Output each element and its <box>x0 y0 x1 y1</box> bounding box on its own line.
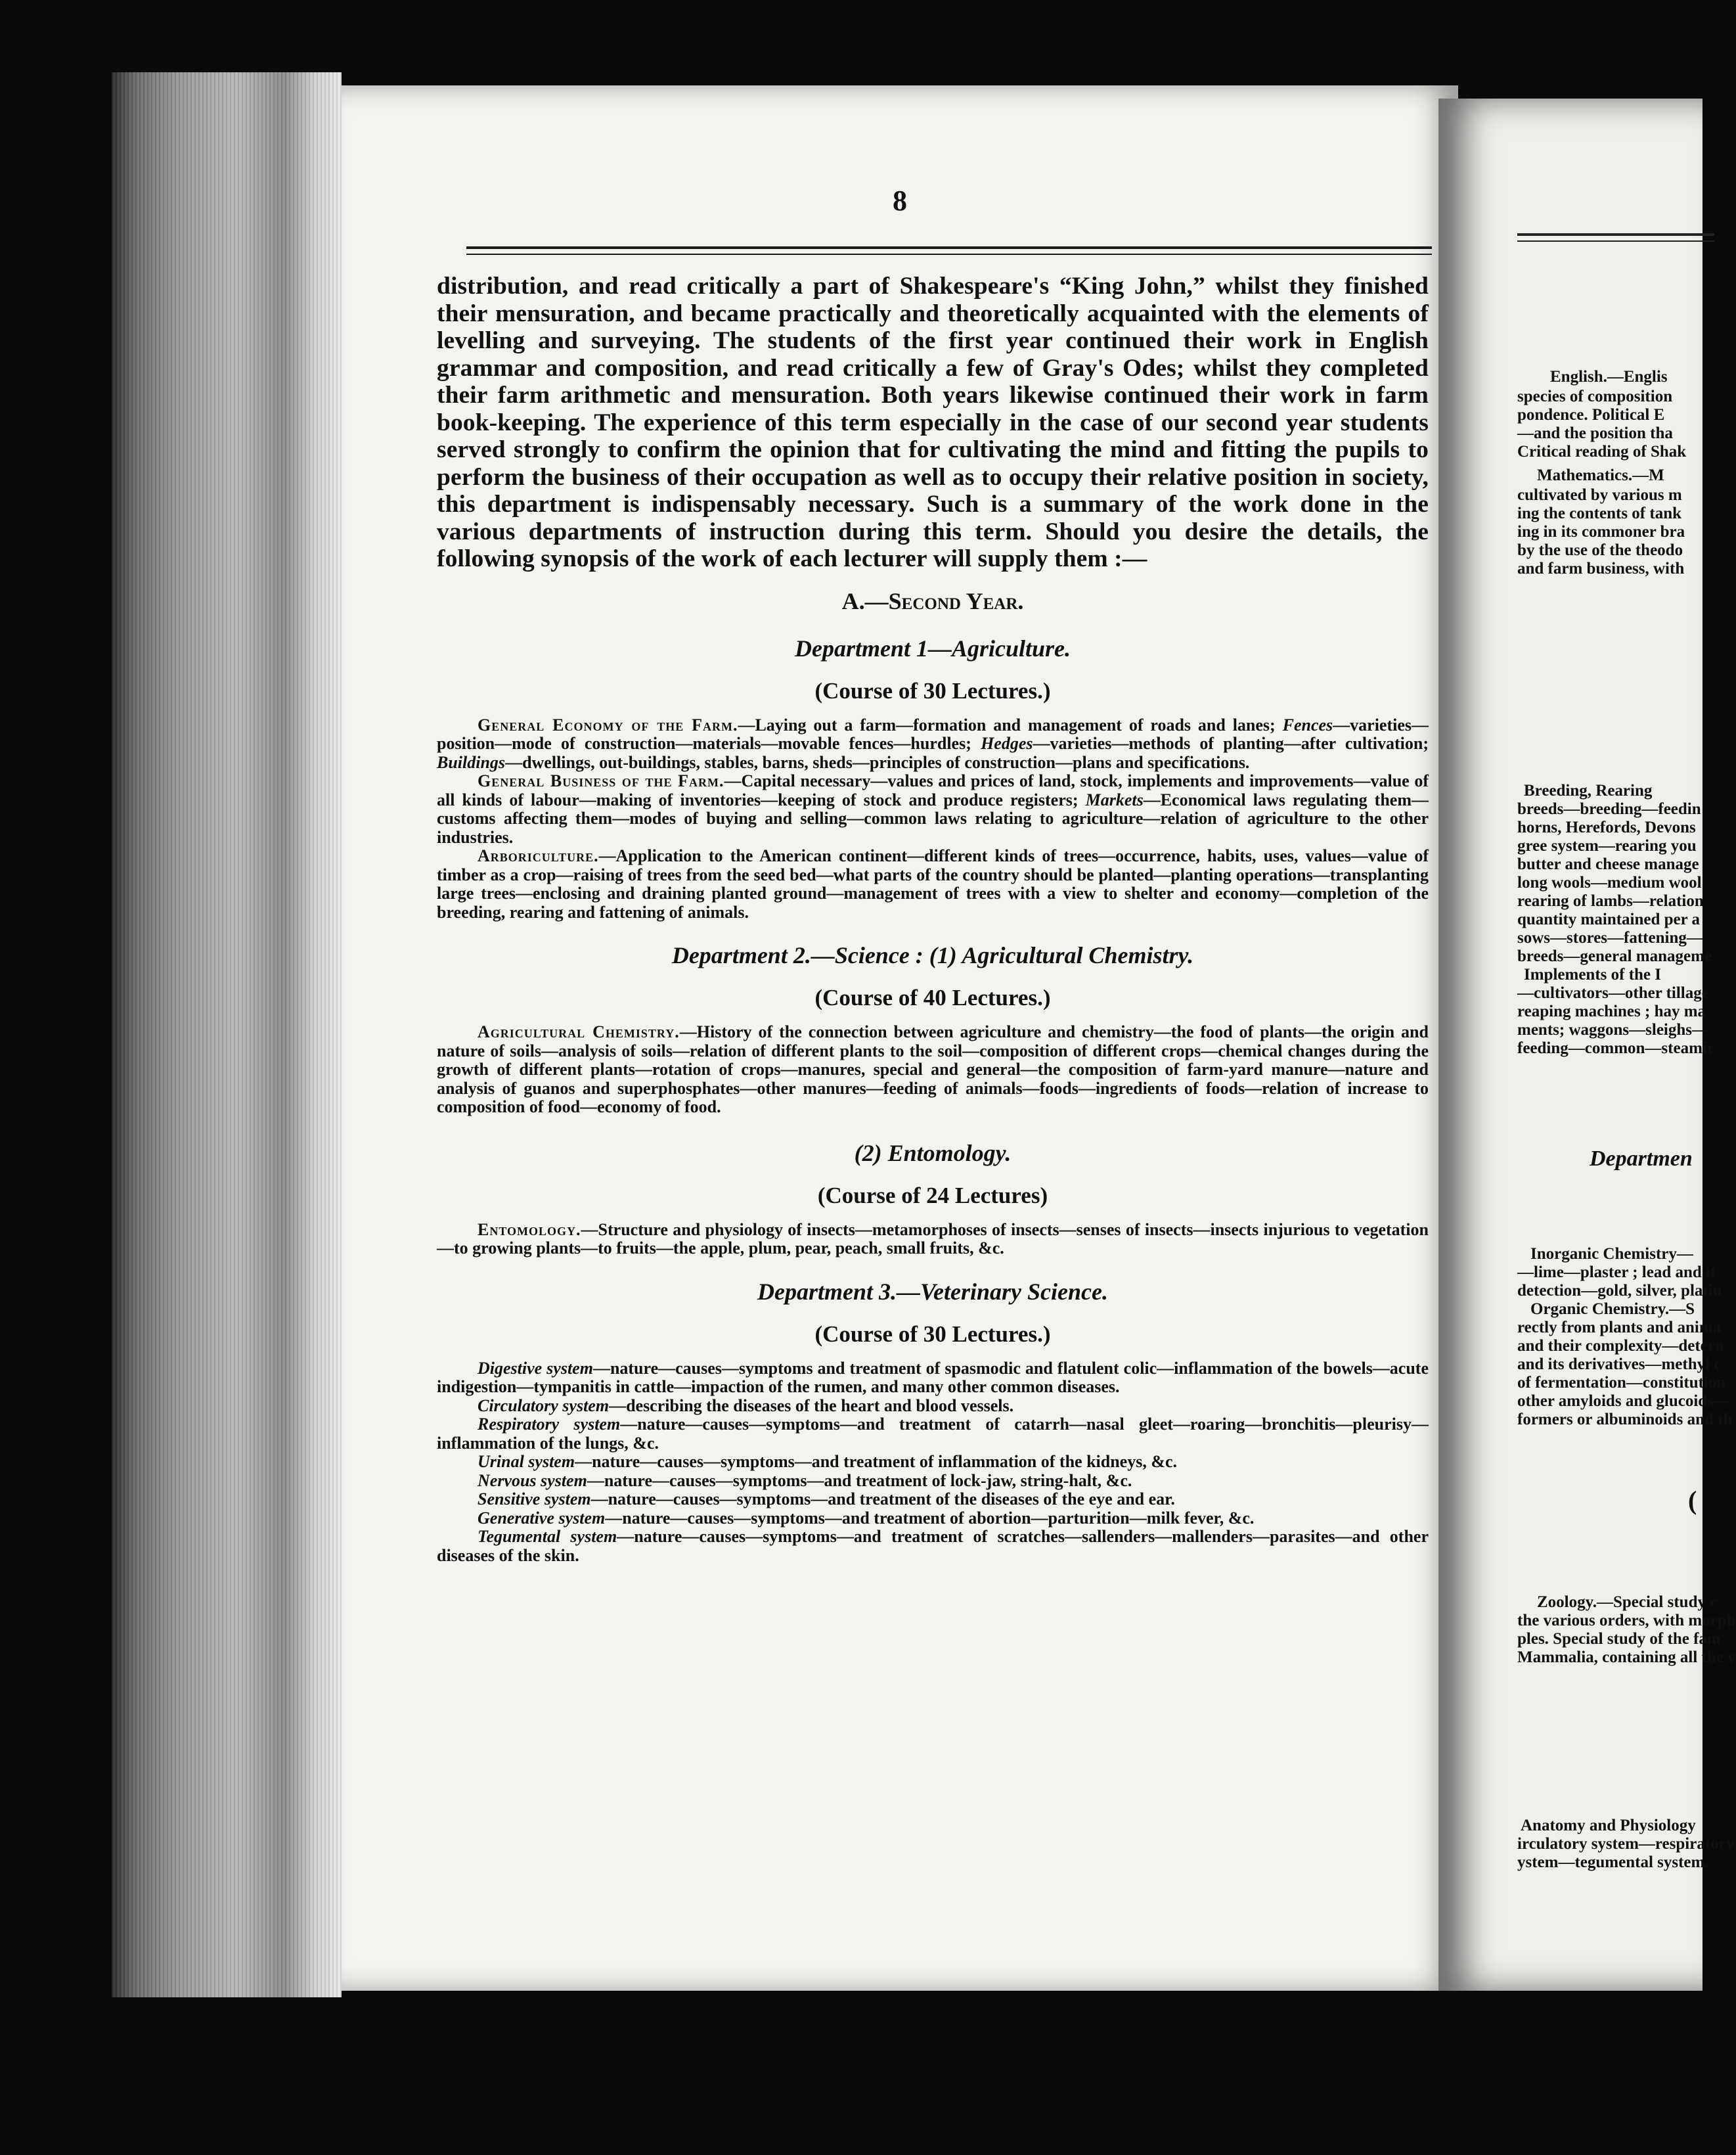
right-page-line: long wools—medium wool <box>1517 874 1702 892</box>
lead-arboriculture: Arboriculture. <box>478 846 599 865</box>
dept2-sub-entomology: (2) Entomology. <box>854 1139 1012 1166</box>
right-page-line: horns, Herefords, Devons <box>1517 819 1696 836</box>
vet-text: —nature—causes—symptoms—and treatment of abortion—parturition—milk fever, &c. <box>605 1508 1255 1528</box>
vet-term: Respiratory system <box>478 1415 621 1434</box>
dept1-course: (Course of 30 Lectures.) <box>814 677 1051 704</box>
book-page-right <box>1438 99 1736 1991</box>
vet-text: —nature—causes—symptoms and treatment of spasmodic and flatulent colic—inflammation of the bowels—acute indigestion—tympanitis in cattle—impaction of the rumen, and many other common diseases. <box>437 1358 1429 1396</box>
vet-text: —nature—causes—symptoms—and treatment of scratches—sallenders—mallenders—parasites—and other diseases of the skin. <box>437 1527 1429 1565</box>
right-page-line: —lime—plaster ; lead and it <box>1517 1263 1716 1281</box>
vet-item <box>437 1509 1429 1528</box>
right-page-line: English.—Englis <box>1550 368 1668 386</box>
dept1-para-business <box>437 772 1429 847</box>
right-page-line: ples. Special study of the fam <box>1517 1630 1721 1648</box>
dept1-para-arboriculture <box>437 847 1429 922</box>
right-page-line: and its derivatives—methyl c <box>1517 1355 1722 1373</box>
right-page-line: ing in its commoner bra <box>1517 523 1685 541</box>
right-page-line: gree system—rearing you <box>1517 837 1697 855</box>
page-number: 8 <box>893 185 907 217</box>
vet-term: Circulatory system <box>478 1395 610 1415</box>
right-page-line: breeds—breeding—feedin <box>1517 800 1701 818</box>
header-rule <box>466 246 1432 249</box>
right-page-line: ystem—tegumental system. <box>1517 1853 1709 1871</box>
dept1-body <box>437 716 1429 922</box>
right-page-line: and their complexity—detern <box>1517 1337 1724 1355</box>
vet-term: Tegumental system <box>478 1527 617 1546</box>
text: —varieties—methods of planting—after cultivation; <box>1033 734 1429 753</box>
text: —Economical laws regulating them—customs affecting them—modes of buying and selling—common laws relating to agriculture—relation of agriculture to the other industries. <box>437 790 1429 847</box>
text: —Structure and physiology of insects—metamorphoses of insects—senses of insects—insects injurious to vegetation—to growing plants—to fruits—the apple, plum, pear, peach, small fruits, &c. <box>437 1219 1429 1258</box>
term-hedges: Hedges <box>981 734 1033 753</box>
right-page-line: butter and cheese manage <box>1517 855 1699 873</box>
vet-item <box>437 1472 1429 1491</box>
right-page-line: other amyloids and glucoids— <box>1517 1392 1730 1410</box>
vet-term: Digestive system <box>478 1358 593 1378</box>
right-page-line: the various orders, with morph <box>1517 1612 1736 1629</box>
right-page-line: detection—gold, silver, platin <box>1517 1282 1722 1300</box>
dept2-body <box>437 1023 1429 1117</box>
vet-item <box>437 1528 1429 1565</box>
right-page-line: Anatomy and Physiology <box>1521 1817 1696 1834</box>
right-page-line: species of composition <box>1517 388 1673 405</box>
section-prefix: A.— <box>841 587 889 614</box>
right-page-line: Mathematics.—M <box>1537 466 1664 484</box>
vet-item <box>437 1397 1429 1416</box>
dept3-body <box>437 1359 1429 1566</box>
vet-term: Urinal system <box>478 1452 575 1471</box>
right-page-line: rectly from plants and anima <box>1517 1319 1722 1336</box>
lead-entomology: Entomology. <box>478 1219 581 1239</box>
right-page-line: ( <box>1688 1486 1697 1515</box>
dept2-para-entomology <box>437 1221 1429 1258</box>
dept3-title: Department 3.—Veterinary Science. <box>757 1278 1108 1305</box>
right-page-line: Critical reading of Shak <box>1517 443 1687 461</box>
right-page-line: Organic Chemistry.—S <box>1530 1300 1695 1318</box>
text: —dwellings, out-buildings, stables, barns, sheds—principles of construction—plans and specifications. <box>505 752 1250 772</box>
right-page-line: of fermentation—constitution <box>1517 1374 1726 1392</box>
vet-item <box>437 1359 1429 1397</box>
dept1-title: Department 1—Agriculture. <box>794 635 1071 662</box>
vet-item <box>437 1415 1429 1453</box>
vet-text: —describing the diseases of the heart and blood vessels. <box>609 1395 1014 1415</box>
lead-business: General Business of the Farm. <box>478 771 724 790</box>
intro-paragraph: distribution, and read critically a part of Shakespeare's “King John,” whilst they finished their mensuration, and became practically and theoretically acquainted with the elements of levelling and surveying. The students of the first year continued their work in English grammar and composition, and read critically a few of Gray's Odes; whilst they completed their farm arithmetic and mensuration. Both years likewise continued their work in farm book-keeping. The experience of this term especially in the case of our second year students served strongly to confirm the opinion that for cultivating the mind and fitting the pupils to perform the business of their occupation as well as to occupy their relative position in society, this department is indispensably necessary. Such is a summary of the work done in the various departments of instruction during this term. Should you desire the details, the following synopsis of the work of each lecturer will supply them :— <box>437 273 1429 572</box>
right-page-line: Zoology.—Special study c <box>1537 1593 1718 1611</box>
vet-item <box>437 1453 1429 1472</box>
right-page-line: cultivated by various m <box>1517 486 1682 504</box>
right-page-line: by the use of the theodo <box>1517 541 1683 559</box>
text: —Application to the American continent—different kinds of trees—occurrence, habits, uses, values—value of timber as a crop—raising of trees from the seed bed—what parts of the country should be planted—planting operations—transplanting large trees—enclosing and draining planted ground—management of trees with a view to shelter and economy—completion of the breeding, rearing and fattening of animals. <box>437 846 1429 922</box>
dept3-course: (Course of 30 Lectures.) <box>814 1321 1051 1347</box>
right-page-line: quantity maintained per a <box>1517 911 1701 928</box>
page-content <box>437 273 1429 1565</box>
vet-term: Nervous system <box>478 1470 587 1490</box>
right-page-line: reaping machines ; hay ma <box>1517 1003 1706 1020</box>
term-fences: Fences <box>1282 715 1333 735</box>
lead-economy: General Economy of the Farm. <box>478 715 738 735</box>
section-label: Second Year. <box>888 587 1024 614</box>
right-page-line: sows—stores—fattening— <box>1517 929 1703 947</box>
vet-text: —nature—causes—symptoms—and treatment of the diseases of the eye and ear. <box>590 1489 1175 1508</box>
dept2-course-entomology: (Course of 24 Lectures) <box>817 1182 1048 1208</box>
right-page-line: and farm business, with <box>1517 560 1685 578</box>
section-heading <box>437 587 1429 615</box>
vet-text: —nature—causes—symptoms—and treatment of catarrh—nasal gleet—roaring—bronchitis—pleurisy—inflammation of the lungs, &c. <box>437 1415 1429 1453</box>
right-page-line: ments; waggons—sleighs— <box>1517 1021 1708 1039</box>
vet-text: —nature—causes—symptoms—and treatment of inflammation of the kidneys, &c. <box>575 1452 1178 1471</box>
dept2-course: (Course of 40 Lectures.) <box>814 985 1051 1010</box>
right-page-line: pondence. Political E <box>1517 406 1665 424</box>
right-page-line: ing the contents of tank <box>1517 505 1682 522</box>
right-page-line: formers or albuminoids and th <box>1517 1411 1733 1428</box>
dept2-title <box>437 941 1429 969</box>
dept2-body-entomology <box>437 1221 1429 1258</box>
book-page-left <box>342 85 1458 1991</box>
dept2-title-b: (1) Agricultural Chemistry. <box>929 942 1194 968</box>
right-page-line: Departmen <box>1590 1146 1693 1171</box>
right-page-line: —cultivators—other tillage <box>1517 984 1709 1002</box>
term-buildings: Buildings <box>437 752 506 772</box>
text: —Capital necessary—values and prices of land, stock, implements and improvements—value of all kinds of labour—making of inventories—keeping of stock and produce registers; <box>437 771 1429 809</box>
right-page-line: Mammalia, containing all the v <box>1517 1648 1736 1666</box>
right-header-rule-thin <box>1517 240 1714 242</box>
right-page-line: Implements of the I <box>1524 966 1662 984</box>
vet-term: Sensitive system <box>478 1489 591 1508</box>
lead-chemistry: Agricultural Chemistry. <box>478 1022 680 1041</box>
right-page-line: breeds—general manageme <box>1517 947 1712 965</box>
dept2-para-chemistry <box>437 1023 1429 1117</box>
text: —varieties—position—mode of construction—materials—movable fences—hurdles; <box>437 715 1429 753</box>
vet-term: Generative system <box>478 1508 606 1528</box>
dept2-title-a: Department 2.—Science : <box>671 942 929 968</box>
header-rule-thin <box>466 254 1432 255</box>
vet-item <box>437 1490 1429 1509</box>
text: —History of the connection between agriculture and chemistry—the food of plants—the origin and nature of soils—analysis of soils—relation of different plants to the soil—composition of different crops—chemical changes during the growth of different plants—rotation of crops—manures, special and general—the composition of farm-yard manure—nature and analysis of guanos and superphosphates—other manures—feeding of animals—foods—ingredients of foods—relation of increase to composition of food—economy of food. <box>437 1022 1429 1116</box>
vet-text: —nature—causes—symptoms—and treatment of lock-jaw, string-halt, &c. <box>587 1470 1132 1490</box>
right-page-line: rearing of lambs—relation <box>1517 892 1704 910</box>
right-page-line: Breeding, Rearing <box>1524 782 1653 800</box>
book-page-edges <box>112 72 342 1997</box>
term-markets: Markets <box>1085 790 1144 809</box>
right-page-line: Inorganic Chemistry— <box>1530 1245 1693 1263</box>
right-header-rule <box>1517 233 1714 236</box>
right-page-line: —and the position tha <box>1517 424 1673 442</box>
text: —Laying out a farm—formation and management of roads and lanes; <box>738 715 1283 735</box>
dept1-para-economy <box>437 716 1429 773</box>
right-page-line: feeding—common—steamir <box>1517 1039 1714 1057</box>
right-page-line: irculatory system—respiratory <box>1517 1835 1735 1853</box>
